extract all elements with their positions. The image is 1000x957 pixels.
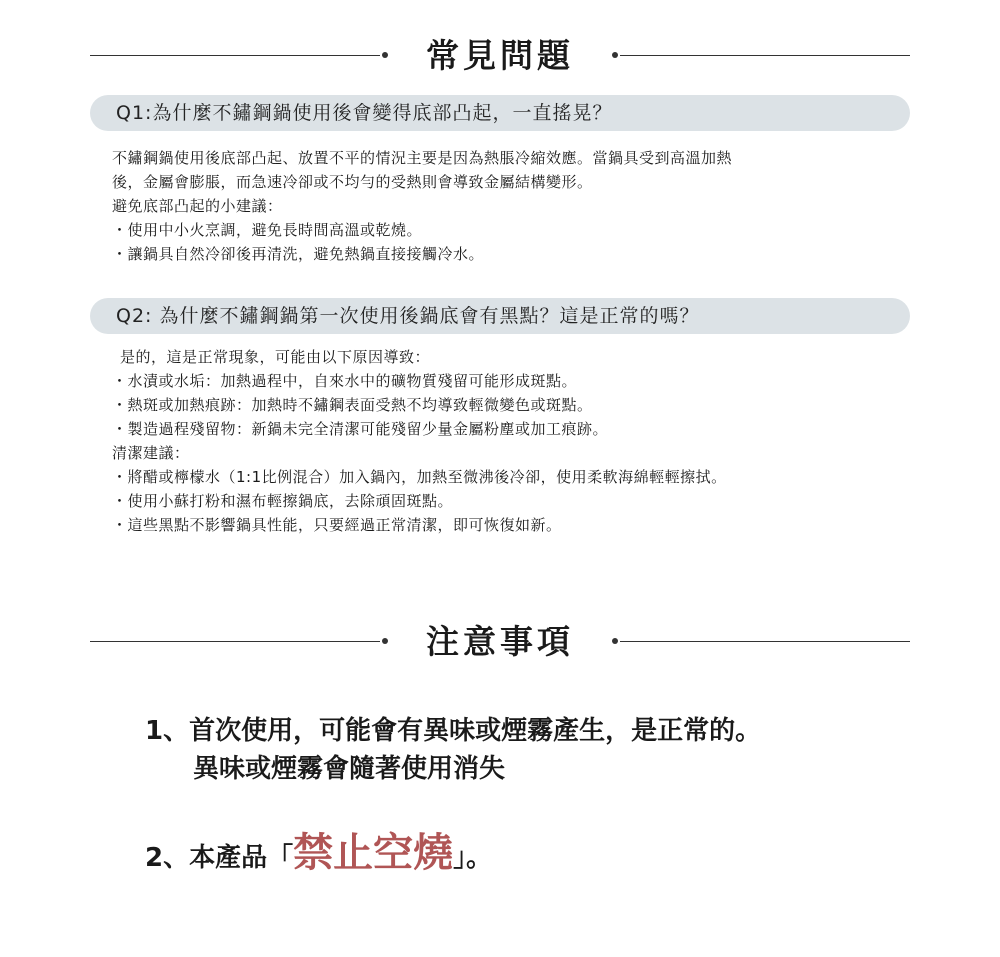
q1-tips-title: 避免底部凸起的小建議： bbox=[112, 197, 283, 215]
q2-question: Q2: 為什麼不鏽鋼鍋第一次使用後鍋底會有黑點？這是正常的嗎？ bbox=[116, 305, 700, 327]
q1-tip-item: ・ 讓鍋具自然冷卻後再清洗，避免熱鍋直接接觸冷水。 bbox=[112, 242, 902, 266]
q2-intro: 是的，這是正常現象，可能由以下原因導致： bbox=[120, 348, 431, 366]
q2-cause-item: ・ 水漬或水垢：加熱過程中，自來水中的礦物質殘留可能形成斑點。 bbox=[112, 369, 902, 393]
divider-dot-right bbox=[612, 52, 618, 58]
divider-line-right bbox=[620, 641, 910, 642]
divider-dot-left bbox=[382, 52, 388, 58]
note-item-2-prefix: 2、本產品「 bbox=[145, 843, 294, 873]
note-item-1-line2: 異味或煙霧會隨著使用消失 bbox=[193, 754, 506, 784]
divider-line-left bbox=[90, 641, 380, 642]
faq-header bbox=[90, 36, 910, 76]
no-dry-heating-warning: 禁止空燒 bbox=[293, 830, 454, 876]
q2-cause-item: ・ 熱斑或加熱痕跡：加熱時不鏽鋼表面受熱不均導致輕微變色或斑點。 bbox=[112, 393, 902, 417]
notes-header bbox=[90, 622, 910, 662]
q1-question-bar bbox=[90, 95, 910, 131]
q2-cleaning-title: 清潔建議： bbox=[112, 444, 190, 462]
q2-cleaning-item: ・ 這些黑點不影響鍋具性能，只要經過正常清潔，即可恢復如新。 bbox=[112, 513, 902, 537]
q1-question: Q1:為什麼不鏽鋼鍋使用後會變得底部凸起，一直搖晃？ bbox=[116, 102, 613, 124]
notes-title: 注意事項 bbox=[426, 622, 574, 661]
divider-line-left bbox=[90, 55, 380, 56]
q2-cause-item: ・ 製造過程殘留物：新鍋未完全清潔可能殘留少量金屬粉塵或加工痕跡。 bbox=[112, 417, 902, 441]
q2-cleaning-item: ・ 使用小蘇打粉和濕布輕擦鍋底，去除頑固斑點。 bbox=[112, 489, 902, 513]
divider-dot-left bbox=[382, 638, 388, 644]
q1-tip-item: ・ 使用中小火烹調，避免長時間高溫或乾燒。 bbox=[112, 218, 902, 242]
q1-answer-line: 不鏽鋼鍋使用後底部凸起、放置不平的情況主要是因為熱脹冷縮效應。當鍋具受到高溫加熱 bbox=[112, 149, 733, 167]
q2-cleaning-item: ・ 將醋或檸檬水（1:1比例混合）加入鍋內，加熱至微沸後冷卻，使用柔軟海綿輕輕擦拭。 bbox=[112, 465, 902, 489]
note-item-1 bbox=[145, 712, 905, 788]
note-item-2 bbox=[145, 828, 905, 883]
q2-question-bar bbox=[90, 298, 910, 334]
q1-answer bbox=[112, 146, 902, 266]
divider-dot-right bbox=[612, 638, 618, 644]
note-item-2-suffix: 」。 bbox=[453, 843, 493, 873]
q1-answer-line: 後，金屬會膨脹，而急速冷卻或不均勻的受熱則會導致金屬結構變形。 bbox=[112, 173, 593, 191]
faq-title: 常見問題 bbox=[426, 36, 574, 75]
q2-answer bbox=[112, 345, 902, 537]
divider-line-right bbox=[620, 55, 910, 56]
note-item-1-line1: 1、首次使用，可能會有異味或煙霧產生，是正常的。 bbox=[145, 716, 762, 746]
